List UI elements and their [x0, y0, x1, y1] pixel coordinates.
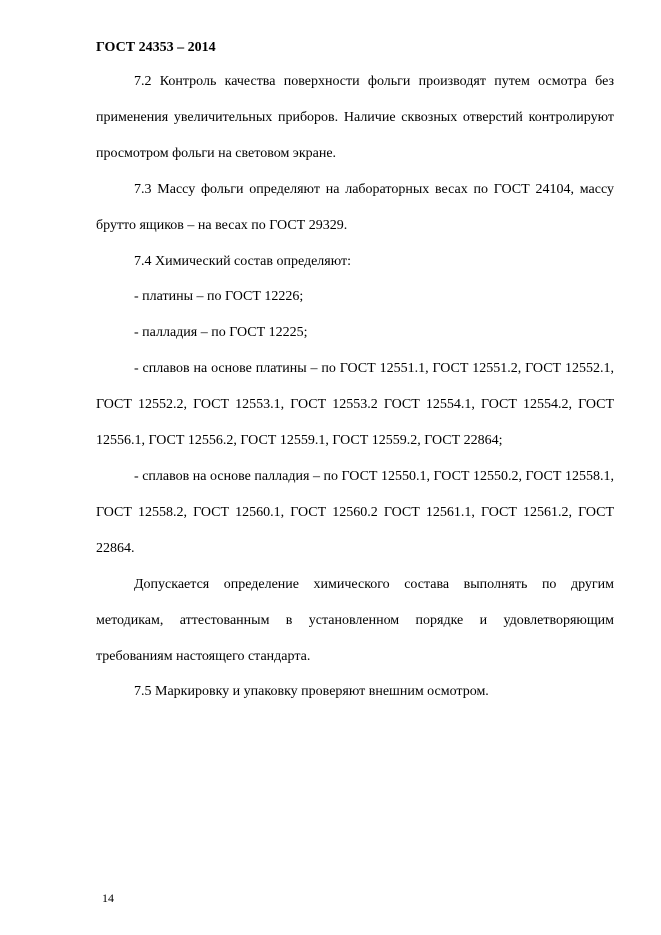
- paragraph-alternative-methods: Допускается определение химического состава выполнять по другим методикам, аттестованным в установленном порядке и удовлетворяющим требованиям настоящего стандарта.: [96, 576, 614, 664]
- page-number: 14: [102, 891, 114, 905]
- document-body: [96, 64, 614, 710]
- list-item-platinum: - платины – по ГОСТ 12226;: [134, 289, 304, 305]
- list-item-palladium: - палладия – по ГОСТ 12225;: [134, 325, 308, 341]
- list-item-palladium-alloys: - сплавов на основе палладия – по ГОСТ 12550.1, ГОСТ 12550.2, ГОСТ 12558.1, ГОСТ 12558.2, ГОСТ 12560.1, ГОСТ 12560.2 ГОСТ 12561.1, ГОСТ 12561.2, ГОСТ 22864.: [96, 468, 614, 556]
- list-item-platinum-alloys: - сплавов на основе платины – по ГОСТ 12551.1, ГОСТ 12551.2, ГОСТ 12552.1, ГОСТ 12552.2, ГОСТ 12553.1, ГОСТ 12553.2 ГОСТ 12554.1, ГОСТ 12554.2, ГОСТ 12556.1, ГОСТ 12556.2, ГОСТ 12559.1, ГОСТ 12559.2, ГОСТ 22864;: [96, 361, 614, 449]
- paragraph-7-5: 7.5 Маркировку и упаковку проверяют внешним осмотром.: [134, 684, 489, 700]
- paragraph-7-4: 7.4 Химический состав определяют:: [134, 253, 352, 269]
- paragraph-7-3: 7.3 Массу фольги определяют на лабораторных весах по ГОСТ 24104, массу брутто ящиков – на весах по ГОСТ 29329.: [96, 181, 614, 233]
- paragraph-7-2: 7.2 Контроль качества поверхности фольги производят путем осмотра без применения увеличительных приборов. Наличие сквозных отверстий контролируют просмотром фольги на световом экране.: [96, 74, 614, 161]
- document-header: ГОСТ 24353 – 2014: [96, 40, 216, 55]
